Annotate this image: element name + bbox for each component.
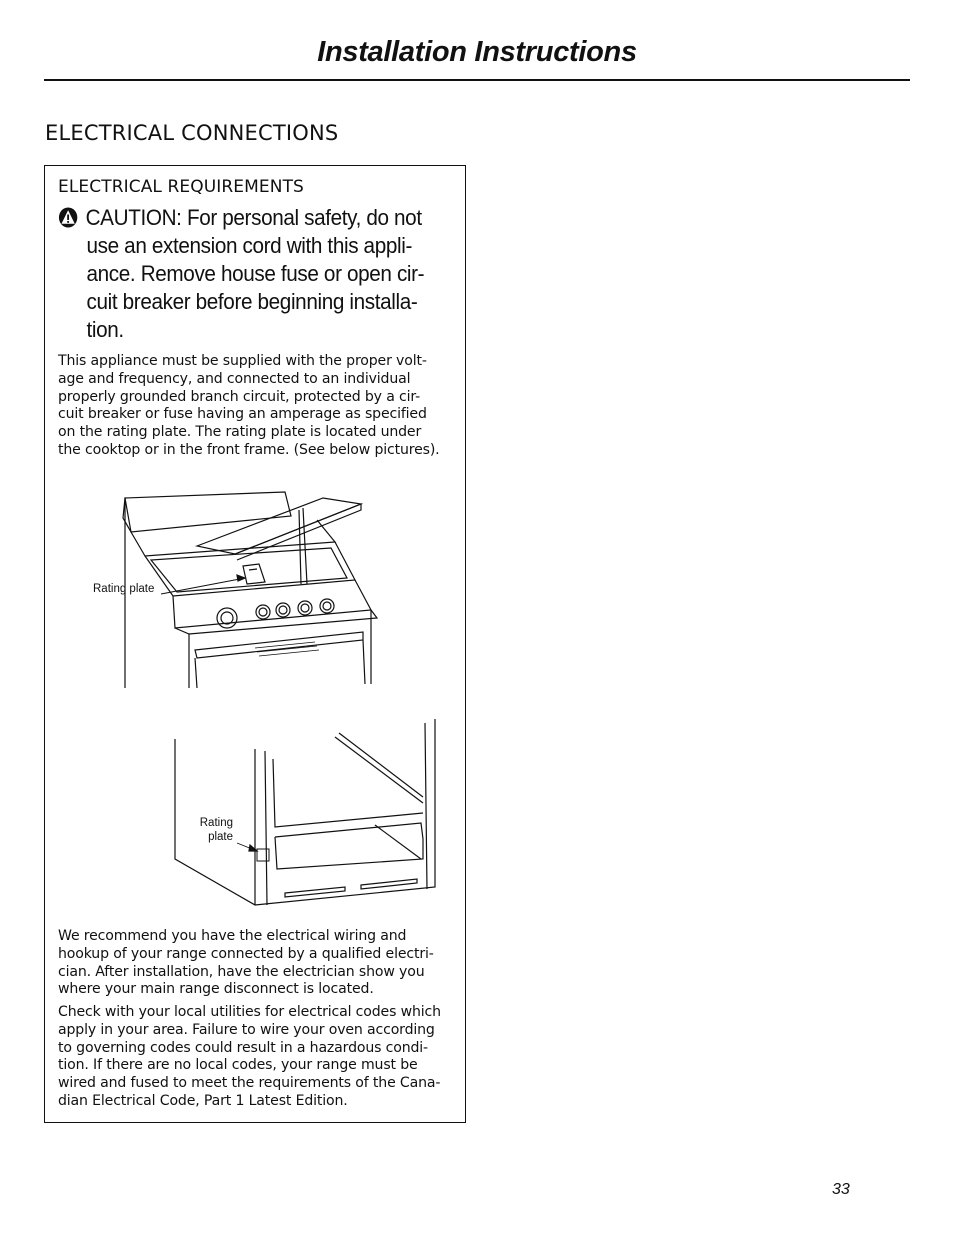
text-line: We recommend you have the electrical wiring and [58, 928, 407, 944]
text-line: Check with your local utilities for electrical codes which [58, 1004, 441, 1020]
text-line: the cooktop or in the front frame. (See below pictures). [58, 441, 440, 458]
page-title: Installation Instructions [317, 36, 637, 68]
text-line: cian. After installation, have the electrician show you [58, 963, 425, 980]
text-line: properly grounded branch circuit, protected by a cir- [58, 388, 421, 405]
caution-line [58, 204, 422, 232]
supply-paragraph [58, 353, 458, 460]
caution-text-0: CAUTION: For personal safety, do not [85, 205, 422, 230]
caution-text-1: use an extension cord with this appli- [86, 233, 412, 258]
rating-plate-label-2-line2: plate [208, 831, 233, 843]
recommend-paragraph [58, 928, 458, 999]
page-number: 33 [832, 1181, 850, 1198]
caution-text-3: cuit breaker before beginning installa- [86, 289, 418, 314]
electrical-requirements-box [44, 165, 466, 1123]
rating-plate-label-1: Rating plate [93, 583, 155, 595]
text-line: dian Electrical Code, Part 1 Latest Edition. [58, 1092, 348, 1109]
sub-heading: ELECTRICAL REQUIREMENTS [58, 177, 304, 197]
caution-text-4: tion. [86, 317, 124, 342]
rating-plate-label-2 [197, 816, 233, 844]
text-line: hookup of your range connected by a qualified electri- [58, 945, 434, 962]
caution-text-2: ance. Remove house fuse or open cir- [86, 261, 425, 286]
codes-paragraph [58, 1004, 458, 1111]
text-line: tion. If there are no local codes, your range must be [58, 1057, 418, 1074]
text-line: This appliance must be supplied with the proper volt- [58, 353, 427, 369]
text-line: age and frequency, and connected to an individual [58, 370, 411, 387]
title-divider [44, 79, 910, 81]
caution-notice [58, 204, 425, 344]
text-line: wired and fused to meet the requirements of the Cana- [58, 1075, 441, 1092]
text-line: on the rating plate. The rating plate is located under [58, 424, 422, 441]
text-line: cuit breaker or fuse having an amperage as specified [58, 406, 427, 423]
range-front-frame-illustration [165, 719, 445, 909]
text-line: where your main range disconnect is located. [58, 981, 374, 998]
text-line: apply in your area. Failure to wire your oven according [58, 1021, 435, 1038]
section-heading: ELECTRICAL CONNECTIONS [45, 121, 339, 145]
warning-triangle-icon [58, 207, 78, 228]
rating-plate-label-2-line1: Rating [199, 817, 233, 829]
text-line: to governing codes could result in a hazardous condi- [58, 1039, 428, 1056]
